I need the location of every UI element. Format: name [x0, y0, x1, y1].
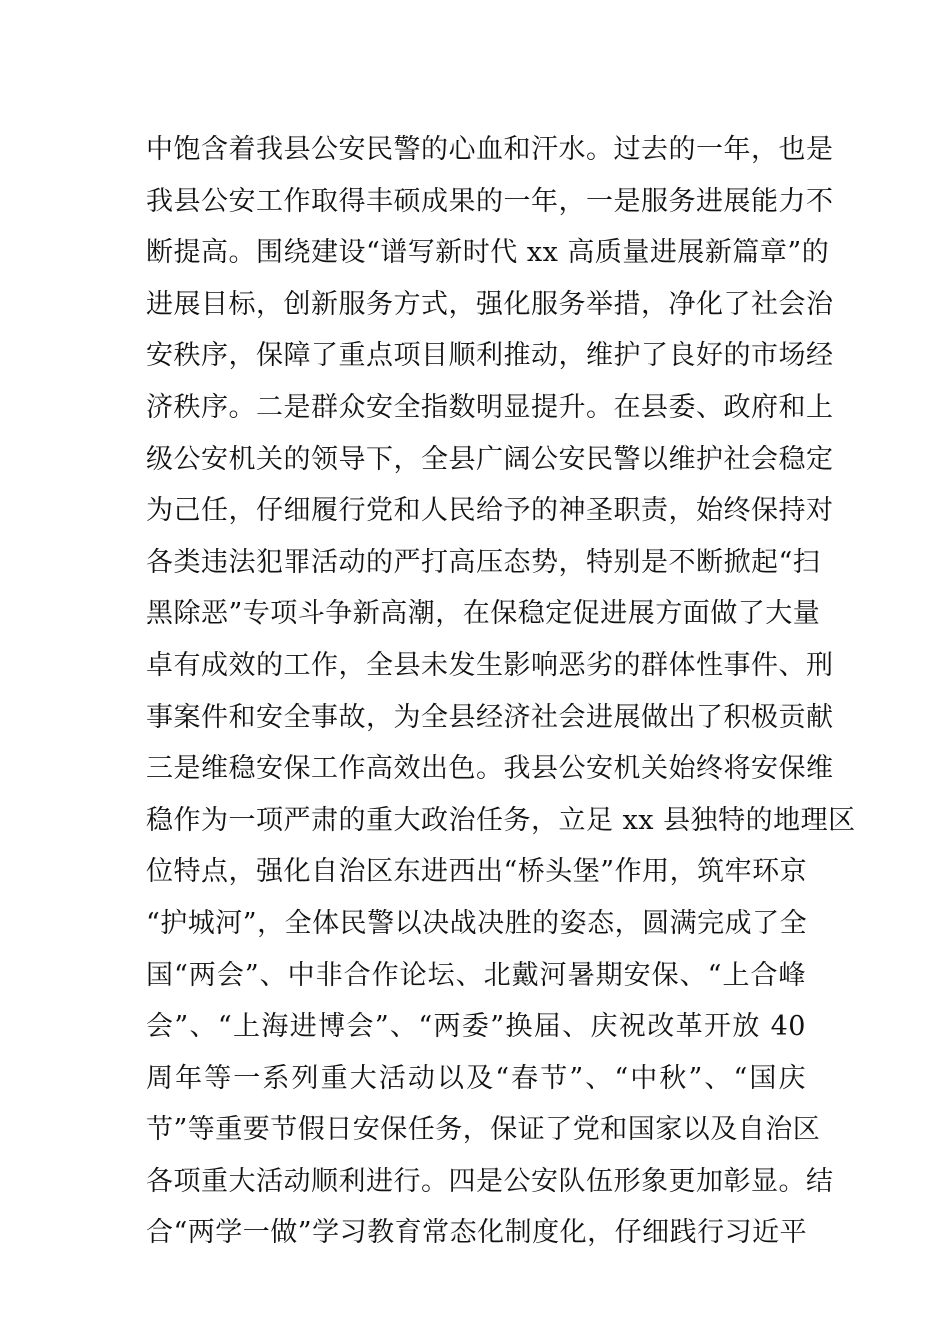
text-line: 卓有成效的工作，全县未发生影响恶劣的群体性事件、刑: [146, 649, 834, 681]
text-line: 进展目标，创新服务方式，强化服务举措，净化了社会治: [146, 288, 834, 320]
text-line: 各项重大活动顺利进行。四是公安队伍形象更加彰显。结: [146, 1165, 834, 1197]
text-line: 为己任，仔细履行党和人民给予的神圣职责，始终保持对: [146, 495, 834, 527]
text-line: 国“两会”、中非合作论坛、北戴河暑期安保、“上合峰: [146, 959, 806, 991]
text-line: 中饱含着我县公安民警的心血和汗水。过去的一年，也是: [146, 134, 834, 165]
text-line: 周年等一系列重大活动以及“春节”、“中秋”、“国庆: [146, 1062, 806, 1094]
text-line: 安秩序，保障了重点项目顺利推动，维护了良好的市场经: [146, 340, 834, 372]
text-line: 黑除恶”专项斗争新高潮，在保稳定促进展方面做了大量: [146, 598, 821, 630]
text-line: 合“两学一做”学习教育常态化制度化，仔细践行习近平: [146, 1217, 808, 1249]
text-line: 事案件和安全事故，为全县经济社会进展做出了积极贡献: [146, 701, 834, 733]
text-line: 级公安机关的领导下，全县广阔公安民警以维护社会稳定: [146, 443, 834, 475]
text-line: 稳作为一项严肃的重大政治任务，立足 xx 县独特的地理区: [146, 804, 856, 836]
text-line: “护城河”，全体民警以决战决胜的姿态，圆满完成了全: [146, 907, 808, 939]
body-text: [146, 124, 856, 1259]
text-line: 济秩序。二是群众安全指数明显提升。在县委、政府和上: [146, 391, 834, 423]
text-line: 三是维稳安保工作高效出色。我县公安机关始终将安保维: [146, 753, 834, 785]
text-line: 位特点，强化自治区东进西出“桥头堡”作用，筑牢环京: [146, 856, 808, 888]
text-line: 我县公安工作取得丰硕成果的一年，一是服务进展能力不: [146, 185, 834, 217]
text-line: 会”、“上海进博会”、“两委”换届、庆祝改革开放 40: [146, 1011, 806, 1043]
text-line: 各类违法犯罪活动的严打高压态势，特别是不断掀起“扫: [146, 546, 821, 578]
text-line: 节”等重要节假日安保任务，保证了党和国家以及自治区: [146, 1114, 821, 1146]
text-line: 断提高。围绕建设“谱写新时代 xx 高质量进展新篇章”的: [146, 237, 830, 269]
